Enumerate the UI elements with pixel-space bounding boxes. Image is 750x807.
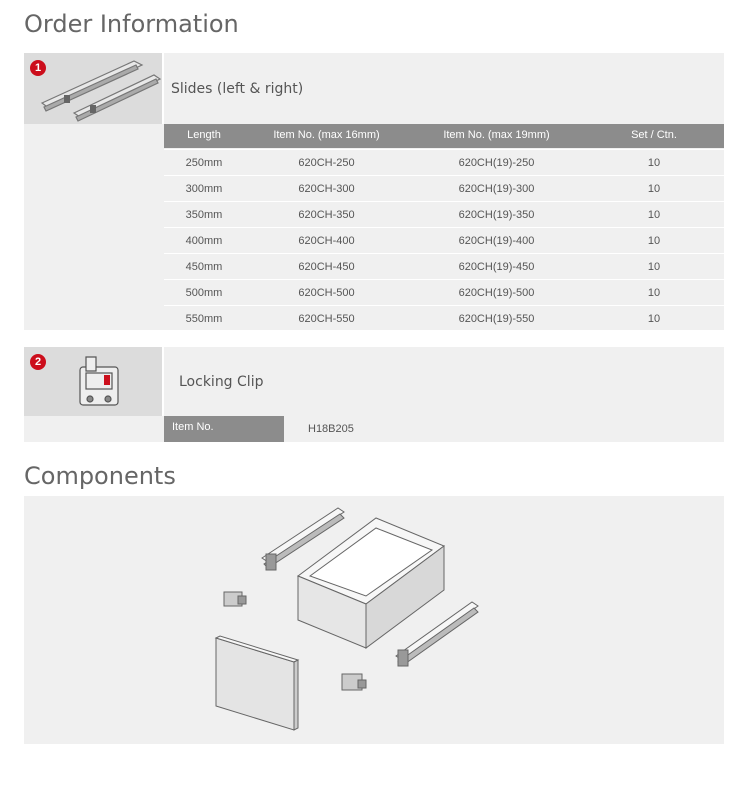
item-no-label	[164, 416, 284, 442]
cell-length: 300mm	[185, 183, 223, 195]
cell-length: 550mm	[185, 313, 223, 325]
cell-set-ctn: 10	[647, 183, 661, 195]
cell-item-19: 620CH(19)-550	[458, 313, 535, 325]
slides-title: Slides (left & right)	[171, 81, 304, 97]
cell-length: 450mm	[185, 261, 223, 273]
header-length: Length	[187, 129, 221, 141]
table-row	[164, 201, 724, 227]
cell-item-16: 620CH-450	[298, 261, 355, 273]
drawer-exploded-view	[24, 496, 724, 744]
item-no-value: H18B205	[308, 423, 354, 435]
table-row	[164, 149, 724, 175]
cell-item-19: 620CH(19)-350	[458, 209, 535, 221]
table-row	[164, 227, 724, 253]
order-information-heading: Order Information	[24, 10, 239, 38]
cell-length: 350mm	[185, 209, 223, 221]
cell-set-ctn: 10	[647, 261, 661, 273]
cell-length: 400mm	[185, 235, 223, 247]
cell-item-19: 620CH(19)-250	[458, 157, 535, 169]
divider	[162, 53, 164, 124]
cell-item-16: 620CH-350	[298, 209, 355, 221]
components-heading: Components	[24, 462, 176, 490]
cell-item-16: 620CH-500	[298, 287, 355, 299]
slides-thumbnail	[24, 53, 162, 124]
header-item-16: Item No. (max 16mm)	[273, 129, 380, 141]
cell-item-19: 620CH(19)-300	[458, 183, 535, 195]
cell-item-16: 620CH-250	[298, 157, 355, 169]
clip-thumbnail	[24, 347, 162, 416]
item-no-label-text: Item No.	[172, 421, 214, 433]
table-row	[164, 279, 724, 305]
cell-length: 250mm	[185, 157, 223, 169]
cell-set-ctn: 10	[647, 313, 661, 325]
header-item-19: Item No. (max 19mm)	[443, 129, 550, 141]
table-row	[164, 305, 724, 331]
cell-item-16: 620CH-550	[298, 313, 355, 325]
table-row	[164, 175, 724, 201]
cell-length: 500mm	[185, 287, 223, 299]
table-left-blank	[24, 148, 162, 330]
cell-set-ctn: 10	[647, 235, 661, 247]
cell-item-19: 620CH(19)-500	[458, 287, 535, 299]
cell-set-ctn: 10	[647, 157, 661, 169]
badge-2: 2	[30, 354, 46, 370]
header-set-ctn: Set / Ctn.	[631, 129, 677, 141]
cell-item-19: 620CH(19)-450	[458, 261, 535, 273]
components-illustration	[24, 496, 724, 744]
clip-left-blank	[24, 416, 162, 442]
slides-panel	[24, 53, 724, 330]
cell-item-19: 620CH(19)-400	[458, 235, 535, 247]
locking-clip-title: Locking Clip	[179, 374, 264, 390]
badge-1: 1	[30, 60, 46, 76]
cell-set-ctn: 10	[647, 209, 661, 221]
locking-clip-panel	[24, 347, 724, 442]
slides-table-header	[164, 124, 724, 148]
cell-set-ctn: 10	[647, 287, 661, 299]
cell-item-16: 620CH-400	[298, 235, 355, 247]
table-row	[164, 253, 724, 279]
divider	[162, 347, 164, 416]
cell-item-16: 620CH-300	[298, 183, 355, 195]
